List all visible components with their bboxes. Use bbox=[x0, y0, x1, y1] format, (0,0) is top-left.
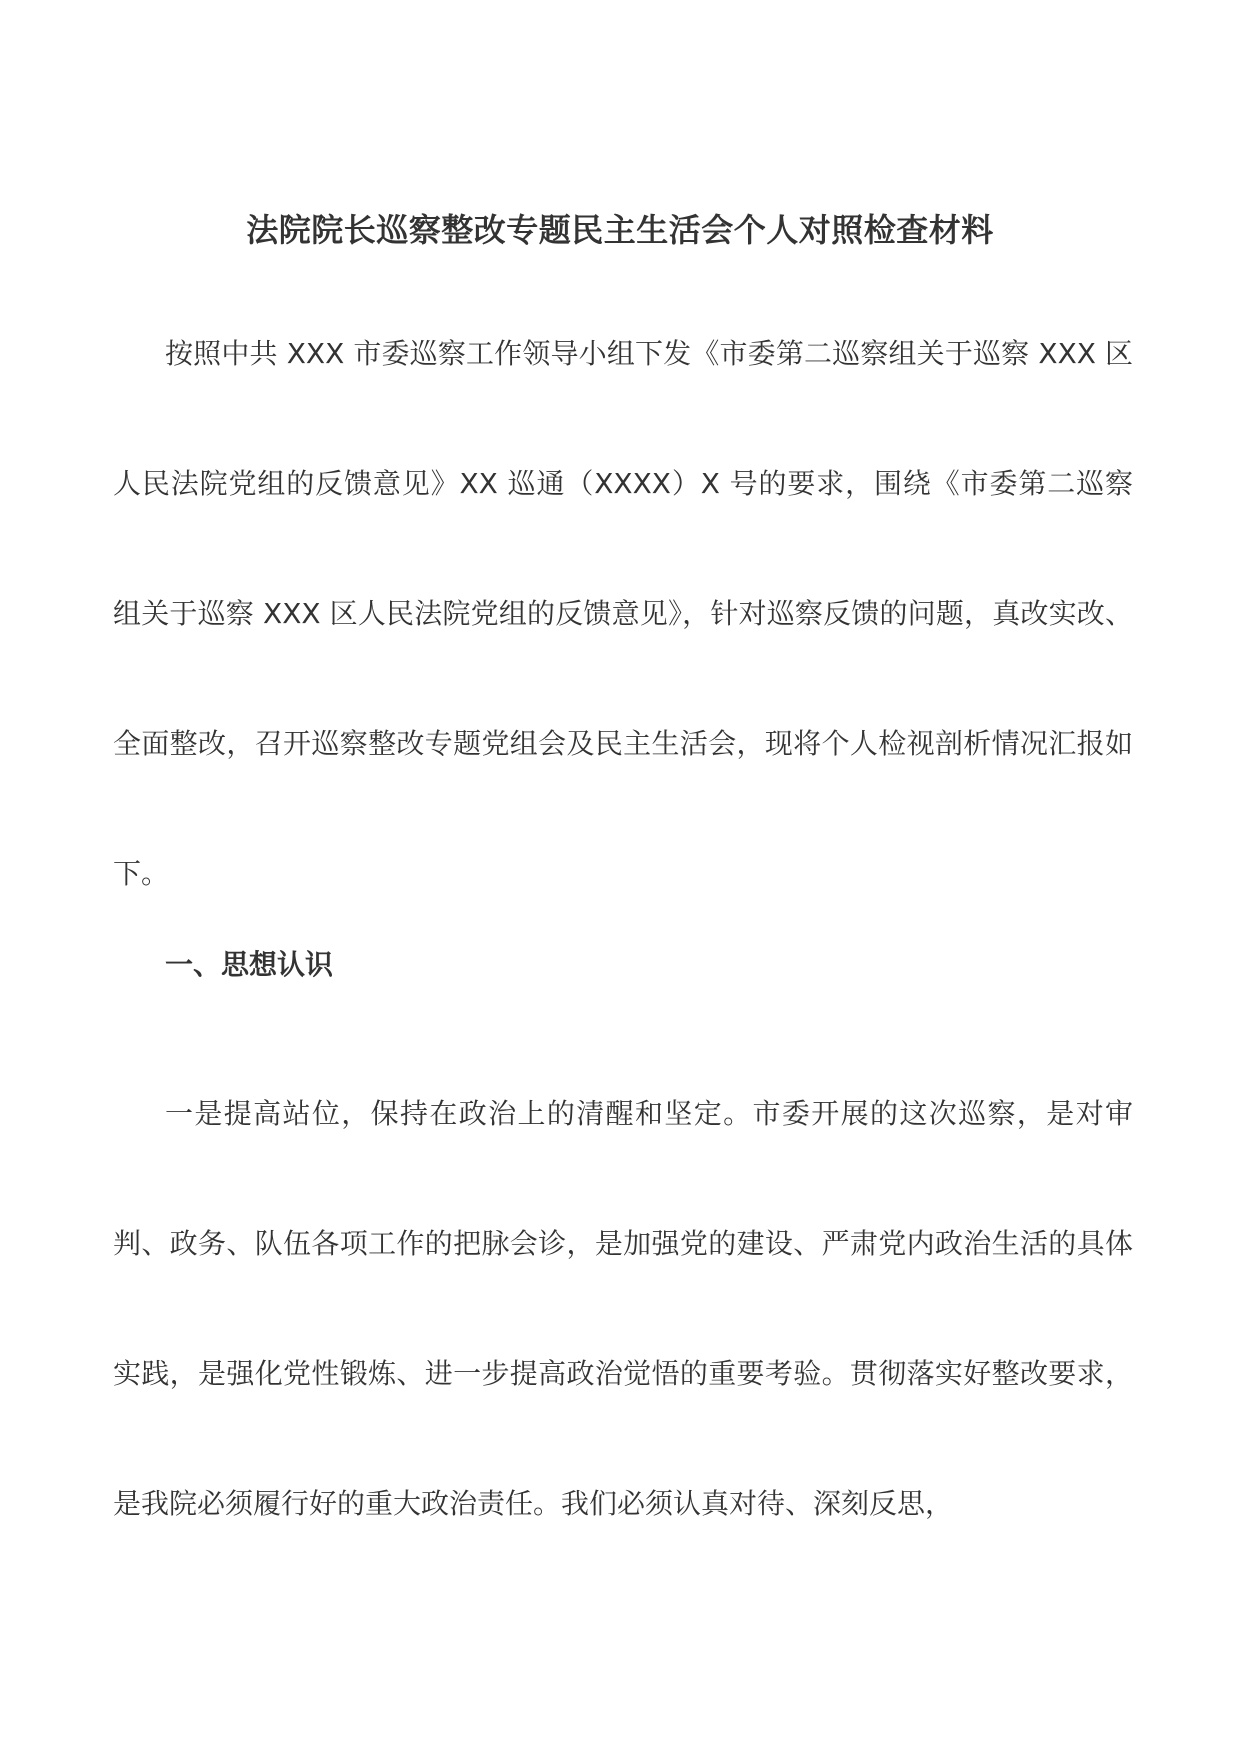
section-heading-thinking: 一、思想认识 bbox=[165, 948, 334, 981]
document-title: 法院院长巡察整改专题民主生活会个人对照检查材料 bbox=[246, 211, 994, 249]
intro-paragraph: 按照中共 XXX 市委巡察工作领导小组下发《市委第二巡察组关于巡察 XXX 区人民法院党组的反馈意见》XX 巡通（XXXX）X 号的要求，围绕《市委第二巡察组关于巡察 XXX 区人民法院党组的反馈意见》，针对巡察反馈的问题，真改实改、全面整改，召开巡察整改专题党组会及民主生活会，现将个人检视剖析情况汇报如下。 bbox=[113, 337, 1133, 890]
section-paragraph-1: 一是提高站位，保持在政治上的清醒和坚定。市委开展的这次巡察，是对审判、政务、队伍各项工作的把脉会诊，是加强党的建设、严肃党内政治生活的具体实践，是强化党性锻炼、进一步提高政治觉悟的重要考验。贯彻落实好整改要求，是我院必须履行好的重大政治责任。我们必须认真对待、深刻反思， bbox=[113, 1097, 1133, 1520]
